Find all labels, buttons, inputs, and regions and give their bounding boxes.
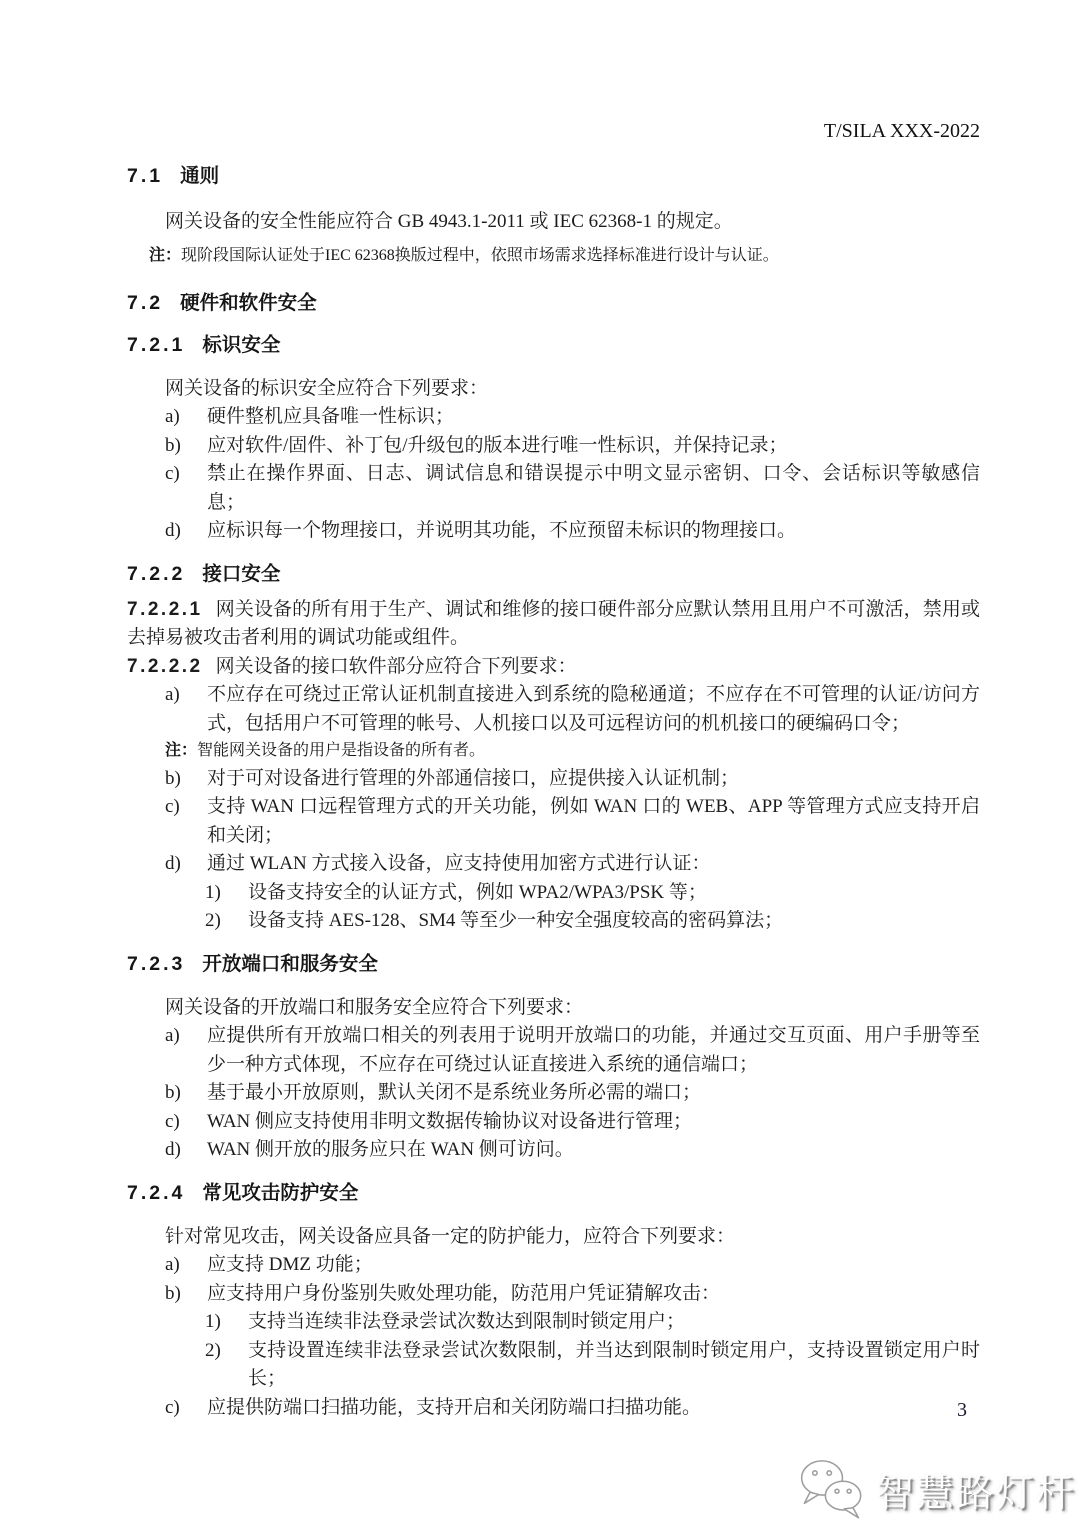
- paragraph: 网关设备的安全性能应符合 GB 4943.1-2011 或 IEC 62368-1 的规定。: [165, 211, 733, 232]
- list-item: [127, 1394, 980, 1423]
- clause-number: 7.2.2.2: [127, 655, 203, 677]
- section-number: 7.2.4: [127, 1181, 186, 1204]
- section-title: 开放端口和服务安全: [202, 952, 378, 975]
- list-item-text: 通过 WLAN 方式接入设备，应支持使用加密方式进行认证：: [207, 853, 711, 874]
- list-item-label: 2): [205, 910, 221, 931]
- list-item-text: 对于可对设备进行管理的外部通信接口，应提供接入认证机制；: [207, 767, 740, 789]
- page-number: 3: [957, 1399, 967, 1421]
- list-item: [127, 1108, 980, 1137]
- section-7-2-2-heading: [127, 560, 980, 588]
- list-item-text: 支持当连续非法登录尝试次数达到限制时锁定用户；: [248, 1311, 686, 1332]
- note-text: 现阶段国际认证处于IEC 62368换版过程中，依照市场需求选择标准进行设计与认证。: [181, 246, 779, 264]
- section-number: 7.1: [127, 165, 164, 187]
- clause-text: 网关设备的所有用于生产、调试和维修的接口硬件部分应默认禁用且用户不可激活，禁用或去掉易被攻击者利用的调试功能或组件。: [127, 598, 980, 648]
- list-item-label: a): [165, 684, 180, 705]
- list-item-text: 应支持用户身份鉴别失败处理功能，防范用户凭证猜解攻击：: [207, 1282, 721, 1304]
- section-7-1-heading: [127, 162, 980, 190]
- list-item: [127, 681, 980, 738]
- list-item-label: c): [165, 1396, 180, 1418]
- list-item: [127, 403, 980, 432]
- list-item-label: d): [165, 520, 181, 541]
- list-item-text: 不应存在可绕过正常认证机制直接进入到系统的隐秘通道；不应存在不可管理的认证/访问方式，包括用户不可管理的帐号、人机接口以及可远程访问的机机接口的硬编码口令；: [207, 684, 980, 734]
- sub-list-item: [127, 1337, 980, 1394]
- list-item-text: 支持设置连续非法登录尝试次数限制，并当达到限制时锁定用户，支持设置锁定用户时长；: [248, 1339, 980, 1389]
- list-item: [127, 460, 980, 517]
- list-item: [127, 517, 980, 546]
- section-7-2-heading: [127, 289, 980, 317]
- section-title: 标识安全: [202, 333, 281, 356]
- note: [127, 738, 980, 765]
- section-number: 7.2: [127, 291, 164, 314]
- list-item: [127, 765, 980, 794]
- clause: [127, 653, 980, 682]
- list-item-label: 1): [205, 881, 221, 903]
- section-title: 硬件和软件安全: [180, 291, 317, 314]
- list-item-label: 2): [205, 1339, 221, 1361]
- list-item: [127, 1022, 980, 1079]
- paragraph: 网关设备的开放端口和服务安全应符合下列要求：: [165, 996, 584, 1018]
- list-item-text: 禁止在操作界面、日志、调试信息和错误提示中明文显示密钥、口令、会话标识等敏感信息；: [207, 463, 980, 513]
- section-number: 7.2.1: [127, 333, 186, 356]
- clause-number: 7.2.2.1: [127, 598, 203, 620]
- section-title: 常见攻击防护安全: [202, 1181, 359, 1204]
- wechat-icon: [796, 1457, 868, 1521]
- note-label: 注：: [165, 742, 198, 759]
- paragraph: 针对常见攻击，网关设备应具备一定的防护能力，应符合下列要求：: [165, 1225, 736, 1247]
- list-item-label: b): [165, 434, 181, 456]
- list-item: [127, 1251, 980, 1280]
- list-item-label: c): [165, 796, 180, 817]
- note: [127, 243, 980, 269]
- list-item-text: 设备支持安全的认证方式，例如 WPA2/WPA3/PSK 等；: [248, 881, 707, 903]
- list-item-text: 支持 WAN 口远程管理方式的开关功能，例如 WAN 口的 WEB、APP 等管理方式应支持开启和关闭；: [207, 796, 980, 846]
- list-item: [127, 850, 980, 879]
- section-7-2-1-heading: [127, 331, 980, 359]
- sub-list-item: [127, 1308, 980, 1337]
- clause-text: 网关设备的接口软件部分应符合下列要求：: [215, 655, 577, 677]
- document-code: T/SILA XXX-2022: [823, 120, 980, 142]
- list-item-label: b): [165, 1082, 181, 1103]
- list-item: [127, 793, 980, 850]
- section-7-2-4-heading: [127, 1179, 980, 1207]
- section-number: 7.2.3: [127, 952, 186, 975]
- list-item-text: WAN 侧应支持使用非明文数据传输协议对设备进行管理；: [207, 1110, 693, 1132]
- list-item-label: b): [165, 767, 181, 789]
- watermark: [796, 1457, 1076, 1521]
- list-item-label: d): [165, 853, 181, 874]
- list-item-label: d): [165, 1139, 181, 1160]
- list-item-label: a): [165, 1025, 180, 1046]
- list-item-label: a): [165, 1254, 180, 1275]
- list-item-label: c): [165, 463, 180, 484]
- clause: [127, 596, 980, 653]
- list-item: [127, 1280, 980, 1309]
- list-item-text: 应对软件/固件、补丁包/升级包的版本进行唯一性标识，并保持记录；: [207, 434, 788, 456]
- list-item: [127, 432, 980, 461]
- list-item-label: a): [165, 406, 180, 427]
- sub-list-item: [127, 907, 980, 936]
- section-7-2-3-heading: [127, 950, 980, 978]
- list-item-text: 应支持 DMZ 功能；: [207, 1254, 373, 1275]
- paragraph: 网关设备的标识安全应符合下列要求：: [165, 377, 489, 399]
- list-item-text: 基于最小开放原则，默认关闭不是系统业务所必需的端口；: [207, 1082, 702, 1103]
- list-item: [127, 1136, 980, 1165]
- section-title: 通则: [180, 165, 220, 187]
- list-item-label: 1): [205, 1311, 221, 1332]
- list-item-label: b): [165, 1282, 181, 1304]
- list-item-label: c): [165, 1110, 180, 1132]
- list-item-text: 应标识每一个物理接口，并说明其功能，不应预留未标识的物理接口。: [207, 520, 797, 541]
- list-item: [127, 1079, 980, 1108]
- section-number: 7.2.2: [127, 562, 186, 585]
- note-label: 注：: [149, 246, 182, 264]
- list-item-text: 应提供所有开放端口相关的列表用于说明开放端口的功能，并通过交互页面、用户手册等至少一种方式体现，不应存在可绕过认证直接进入系统的通信端口；: [207, 1025, 980, 1075]
- list-item-text: 设备支持 AES-128、SM4 等至少一种安全强度较高的密码算法；: [248, 910, 784, 931]
- list-item-text: 应提供防端口扫描功能，支持开启和关闭防端口扫描功能。: [207, 1396, 702, 1418]
- watermark-text: 智慧路灯杆: [875, 1472, 1076, 1515]
- sub-list-item: [127, 879, 980, 908]
- list-item-text: 硬件整机应具备唯一性标识；: [207, 406, 455, 427]
- note-text: 智能网关设备的用户是指设备的所有者。: [197, 742, 486, 759]
- list-item-text: WAN 侧开放的服务应只在 WAN 侧可访问。: [207, 1139, 574, 1160]
- section-title: 接口安全: [202, 562, 281, 585]
